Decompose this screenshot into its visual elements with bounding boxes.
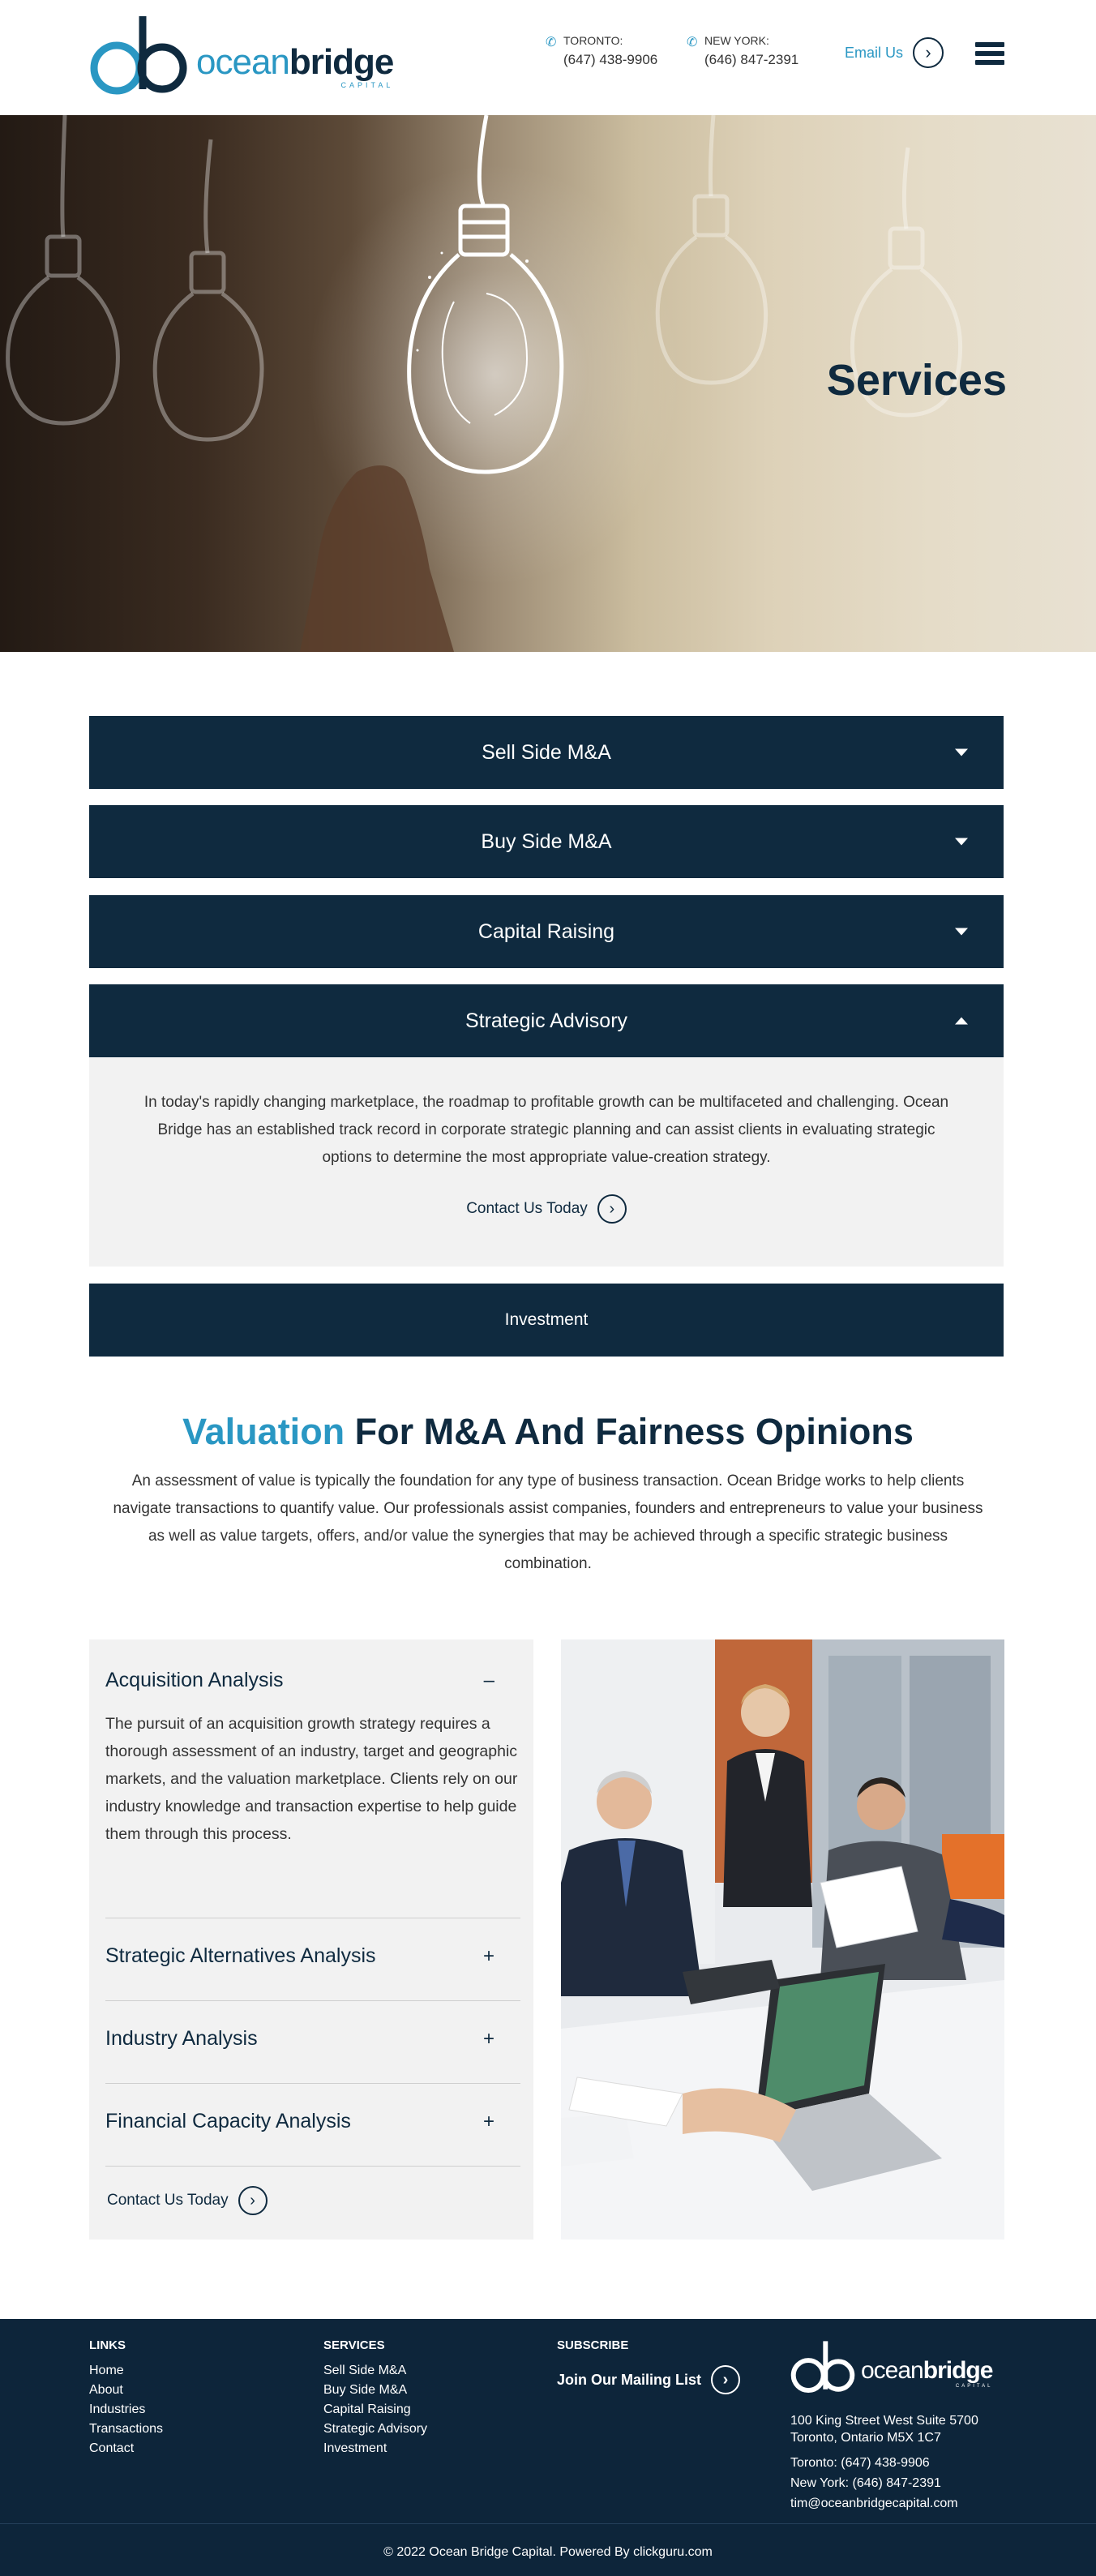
analysis-item-body: The pursuit of an acquisition growth strategy requires a thorough assessment of an industry, target and geographic markets, and the valuation marketplace. Clients rely on our industry knowledge and transaction expertise to help guide them through this process. — [105, 1715, 518, 1843]
toronto-phone[interactable]: (647) 438-9906 — [563, 52, 658, 67]
email-us-link[interactable] — [845, 37, 944, 68]
accordion-strategic-advisory[interactable] — [89, 984, 1004, 1057]
analysis-accordion — [89, 1639, 533, 2240]
chevron-right-circle-icon: › — [597, 1194, 627, 1224]
accordion-label: Capital Raising — [477, 919, 615, 943]
footer-services-heading: SERVICES — [323, 2338, 385, 2352]
footer-divider — [0, 2523, 1096, 2524]
phone-icon: ✆ — [546, 36, 557, 49]
valuation-text: An assessment of value is typically the foundation for any type of business transaction. Ocean Bridge works to help clients navigate transactions to quantify value. Our professionals assist companies, founders and entrepreneurs to value your business as well as value targets, offers, and/or value the synergies that may be achieved through a specific strategic business combination. — [113, 1472, 983, 1572]
analysis-item-title: Acquisition Analysis — [105, 1669, 284, 1691]
footer-subscribe-heading: SUBSCRIBE — [557, 2338, 629, 2352]
footer-link-industries[interactable]: Industries — [89, 2402, 146, 2416]
footer-subscribe-column — [557, 2338, 740, 2394]
footer-link-buy-side[interactable]: Buy Side M&A — [323, 2383, 408, 2397]
accordion-label: Sell Side M&A — [482, 740, 611, 764]
plus-icon: + — [482, 2110, 494, 2132]
plus-icon: + — [482, 1944, 494, 1967]
footer-link-sell-side[interactable]: Sell Side M&A — [323, 2364, 407, 2377]
accordion-label: Buy Side M&A — [481, 829, 612, 853]
analysis-item-title: Strategic Alternatives Analysis — [105, 1944, 376, 1967]
analysis-item-acquisition[interactable] — [105, 1669, 520, 1918]
accordion-sell-side[interactable] — [89, 716, 1004, 789]
site-footer — [0, 2319, 1096, 2576]
footer-link-contact[interactable]: Contact — [89, 2441, 135, 2455]
accordion-label: Strategic Advisory — [465, 1009, 628, 1032]
newyork-label: NEW YORK: — [704, 34, 769, 47]
caret-down-icon — [955, 928, 968, 936]
logo[interactable] — [89, 15, 393, 96]
footer-links-heading: LINKS — [89, 2338, 126, 2352]
copyright: © 2022 Ocean Bridge Capital. Powered By clickguru.com — [383, 2545, 713, 2559]
page-title: Services — [826, 356, 1007, 405]
join-label: Join Our Mailing List — [557, 2371, 702, 2388]
cta-label: Contact Us Today — [107, 2192, 229, 2209]
join-mailing-list-button[interactable] — [557, 2365, 740, 2394]
accordion-buy-side[interactable] — [89, 805, 1004, 878]
caret-down-icon — [955, 838, 968, 846]
footer-logo-word-bridge: bridge — [923, 2357, 993, 2384]
chevron-right-circle-icon: › — [913, 37, 944, 68]
footer-link-about[interactable]: About — [89, 2383, 123, 2397]
email-us-label: Email Us — [845, 44, 904, 61]
logo-mark-icon — [89, 15, 188, 96]
analysis-item-title: Industry Analysis — [105, 2027, 258, 2050]
footer-toronto-phone[interactable]: Toronto: (647) 438-9906 — [790, 2456, 930, 2470]
accordion-label: Investment — [504, 1310, 589, 1329]
logo-word-bridge: bridge — [289, 42, 394, 82]
meeting-photo — [561, 1639, 1004, 2240]
hamburger-menu-button[interactable] — [975, 42, 1004, 69]
contact-us-today-button[interactable] — [466, 1194, 627, 1224]
footer-logo-word-ocean: ocean — [861, 2357, 923, 2384]
footer-link-capital-raising[interactable]: Capital Raising — [323, 2402, 411, 2416]
analysis-item-industry[interactable] — [105, 2001, 520, 2084]
address-line1: 100 King Street West Suite 5700 — [790, 2414, 978, 2428]
analysis-contact-us-today-button[interactable] — [107, 2186, 268, 2215]
caret-down-icon — [955, 749, 968, 757]
plus-icon: + — [482, 2027, 494, 2050]
meeting-illustration — [561, 1639, 1004, 2240]
valuation-heading — [0, 1411, 1096, 1453]
accordion-investment[interactable] — [89, 1284, 1004, 1357]
chevron-right-circle-icon: › — [711, 2365, 740, 2394]
logo-sub: CAPITAL — [340, 81, 394, 89]
footer-logo[interactable] — [790, 2340, 992, 2394]
footer-link-investment[interactable]: Investment — [323, 2441, 387, 2455]
minus-icon: – — [483, 1669, 494, 1691]
phone-icon: ✆ — [687, 36, 698, 49]
footer-newyork-phone[interactable]: New York: (646) 847-2391 — [790, 2476, 941, 2490]
toronto-label: TORONTO: — [563, 34, 623, 47]
footer-services-column — [323, 2338, 427, 2458]
footer-address — [790, 2412, 978, 2512]
valuation-heading-rest: For M&A And Fairness Opinions — [345, 1411, 914, 1452]
footer-link-strategic-advisory[interactable]: Strategic Advisory — [323, 2422, 428, 2436]
footer-logo-sub: CAPITAL — [955, 2384, 993, 2389]
hero-banner — [0, 115, 1096, 652]
analysis-item-financial-capacity[interactable] — [105, 2084, 520, 2167]
footer-links-column — [89, 2338, 163, 2458]
chevron-right-circle-icon: › — [238, 2186, 268, 2215]
analysis-item-strategic-alternatives[interactable] — [105, 1918, 520, 2001]
logo-text — [196, 42, 394, 89]
cta-label: Contact Us Today — [466, 1200, 588, 1217]
header-newyork-contact[interactable] — [687, 34, 799, 68]
accordion-panel-strategic-advisory — [89, 1058, 1004, 1267]
newyork-phone[interactable]: (646) 847-2391 — [704, 52, 799, 67]
footer-link-home[interactable]: Home — [89, 2364, 124, 2377]
footer-email[interactable]: tim@oceanbridgecapital.com — [790, 2497, 958, 2510]
address-line2: Toronto, Ontario M5X 1C7 — [790, 2431, 941, 2445]
header-toronto-contact[interactable] — [546, 34, 658, 68]
valuation-heading-highlight: Valuation — [182, 1411, 345, 1452]
footer-logo-mark-icon — [790, 2340, 856, 2394]
logo-word-ocean: ocean — [196, 42, 289, 82]
accordion-capital-raising[interactable] — [89, 895, 1004, 968]
site-header — [0, 0, 1096, 115]
strategic-advisory-text: In today's rapidly changing marketplace, the roadmap to profitable growth can be multifaceted and challenging. Ocean Bridge has an established track record in corporate strategic planning and can assist clients in evaluating strategic options to determine the most appropriate value-creation strategy. — [143, 1094, 949, 1166]
analysis-item-title: Financial Capacity Analysis — [105, 2110, 351, 2132]
footer-link-transactions[interactable]: Transactions — [89, 2422, 163, 2436]
caret-up-icon — [955, 1018, 968, 1025]
